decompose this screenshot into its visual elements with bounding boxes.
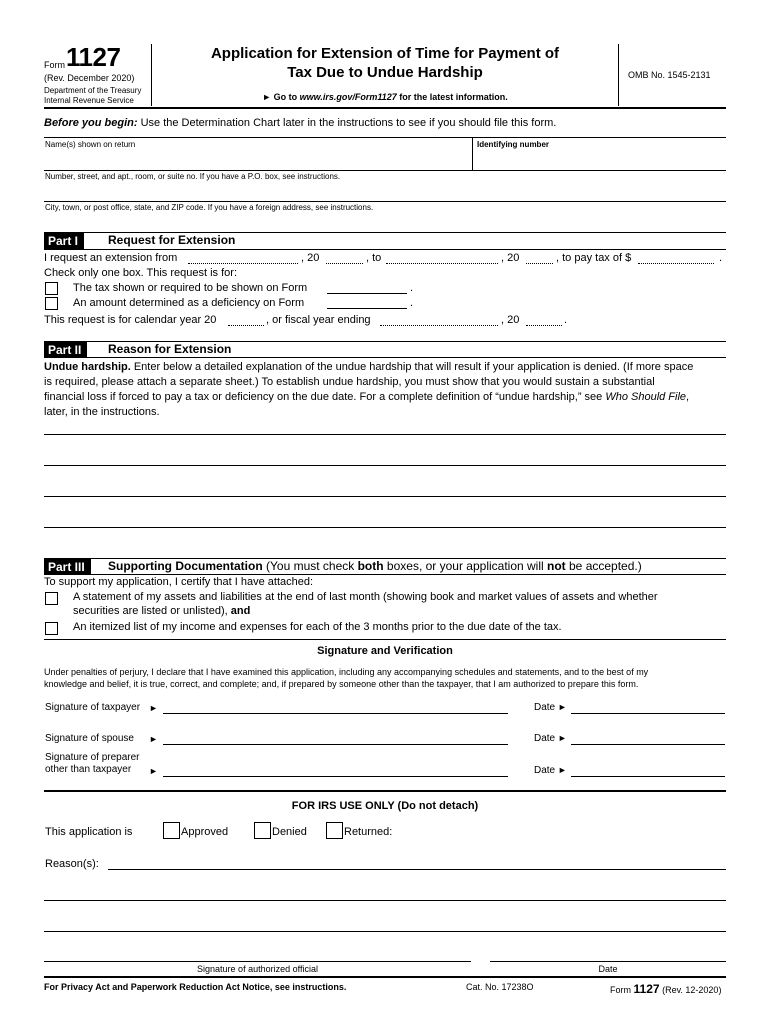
address-label: Number, street, and apt., room, or suite no. If you have a P.O. box, see instructions. [45,172,341,181]
catalog-number: Cat. No. 17238O [466,982,534,992]
irs-use-heading: FOR IRS USE ONLY (Do not detach) [291,800,479,812]
denied-label: Denied [272,826,307,838]
goto-prefix: ► Go to [262,92,300,102]
form-number: 1127 [66,42,121,72]
taxpayer-signature-field[interactable] [163,713,508,714]
signature-heading: Signature and Verification [317,645,453,657]
calendar-year-label: This request is for calendar year 20 [44,314,217,326]
part-3-title-both: both [357,559,384,573]
opt1-period: . [410,282,414,294]
assets-statement-checkbox[interactable] [45,592,58,605]
application-is-label: This application is [45,826,133,838]
title-line-2: Tax Due to Undue Hardship [287,64,483,81]
part-3-title [108,559,642,573]
tax-amount-field[interactable] [638,263,714,264]
city-input[interactable] [44,213,726,231]
assets-statement-line-1: A statement of my assets and liabilities at the end of last month (showing book and market values of assets and whether [73,591,658,603]
address-input[interactable] [44,182,726,200]
cal-period: . [564,314,568,326]
deficiency-label: An amount determined as a deficiency on Form [73,297,305,309]
support-intro: To support my application, I certify that I have attached: [44,576,314,588]
explanation-line-2[interactable] [44,465,726,466]
part-1-tag: Part I [44,233,84,249]
before-label: Before you begin: [44,117,138,129]
part-3-title-text: Supporting Documentation [108,559,263,573]
check-one-instruction: Check only one box. This request is for: [44,267,238,279]
footer-rev: (Rev. 12-2020) [662,985,722,995]
official-date-label: Date [598,964,618,974]
hardship-line-3: financial loss if forced to pay a tax or deficiency on the due date. For a complete definition of “undue hardship,” see [44,391,606,403]
before-text: Use the Determination Chart later in the instructions to see if you should file this form. [137,117,557,129]
reasons-label: Reason(s): [45,858,99,870]
part-3-title-not: not [547,559,566,573]
title-line-1: Application for Extension of Time for Payment of [210,45,560,62]
preparer-signature-label [45,752,140,776]
fiscal-year-field[interactable] [526,325,562,326]
tax-shown-label: The tax shown or required to be shown on Form [73,282,308,294]
extension-from-label: I request an extension from [44,252,178,264]
spouse-signature-label: Signature of spouse [45,733,134,744]
part-3-tag: Part III [44,559,91,575]
part-2-title: Reason for Extension [108,342,232,356]
reasons-line-1[interactable] [108,869,726,870]
date-text: Date [534,765,556,776]
irs-url-link[interactable]: www.irs.gov/Form1127 [299,92,397,102]
taxpayer-date-label [534,702,567,713]
perjury-line-1: Under penalties of perjury, I declare that I have examined this application, including any accompanying schedules and statements, and to the best of my [44,667,649,677]
pay-tax-label: , to pay tax of $ [556,252,632,264]
goto-instructions [152,92,618,102]
fiscal-year-prefix: , 20 [501,314,520,326]
line1-period: . [719,252,723,264]
year-prefix-2: , 20 [501,252,520,264]
perjury-statement [44,666,648,690]
footer-form-number: 1127 [633,982,660,996]
reasons-line-3[interactable] [44,931,726,932]
names-input[interactable] [44,150,472,170]
spouse-signature-field[interactable] [163,744,508,745]
approved-label: Approved [181,826,229,838]
fiscal-year-label: , or fiscal year ending [266,314,371,326]
to-label: , to [366,252,382,264]
spouse-date-field[interactable] [571,744,725,745]
preparer-signature-field[interactable] [163,776,508,777]
arrow-icon: ► [557,702,567,712]
part-3-title-a: (You must check [262,559,358,573]
arrow-icon: ► [557,733,567,743]
taxpayer-signature-label: Signature of taxpayer [45,702,141,713]
goto-suffix: for the latest information. [396,92,508,102]
spouse-date-label [534,733,567,744]
part-3-title-c: boxes, or your application will [383,559,548,573]
opt2-period: . [410,297,414,309]
returned-checkbox[interactable] [326,822,343,839]
form-title [152,44,618,82]
income-list-label: An itemized list of my income and expenses for each of the 3 months prior to the due date of the tax. [73,621,562,633]
assets-and: and [230,605,251,617]
city-label: City, town, or post office, state, and ZIP code. If you have a foreign address, see instructions. [45,203,374,212]
perjury-line-2: knowledge and belief, it is true, correct, and complete; and, if prepared by someone other than the taxpayer, that I am authorized to prepare this form. [44,679,639,689]
explanation-line-1[interactable] [44,434,726,435]
hardship-line-4: later, in the instructions. [44,406,160,418]
hardship-comma: , [686,391,690,403]
extension-from-field[interactable] [188,263,298,264]
preparer-date-field[interactable] [571,776,725,777]
date-text: Date [534,702,556,713]
assets-statement-line-2: securities are listed or unlisted), [73,605,231,617]
extension-to-field[interactable] [386,263,498,264]
explanation-line-3[interactable] [44,496,726,497]
explanation-line-4[interactable] [44,527,726,528]
approved-checkbox[interactable] [163,822,180,839]
hardship-line-1: Enter below a detailed explanation of the undue hardship that will result if your application is denied. (If more space [130,361,694,373]
taxpayer-date-field[interactable] [571,713,725,714]
income-list-checkbox[interactable] [45,622,58,635]
undue-hardship-text [44,360,734,420]
date-text: Date [534,733,556,744]
preparer-line-1: Signature of preparer [45,752,140,763]
official-signature-label: Signature of authorized official [197,964,318,974]
department-line: Department of the Treasury [44,86,142,95]
privacy-notice: For Privacy Act and Paperwork Reduction Act Notice, see instructions. [44,982,347,992]
from-year-field[interactable] [326,263,363,264]
footer-form-label: Form [610,985,631,995]
form-label: Form [44,60,65,70]
hardship-line-2: is required, please attach a separate sheet.) To establish undue hardship, you must show that you would sustain a substantial [44,376,655,388]
tax-shown-checkbox[interactable] [45,282,58,295]
tax-shown-form-field[interactable] [327,293,407,294]
undue-hardship-lead: Undue hardship. [44,361,131,373]
names-label: Name(s) shown on return [45,140,136,149]
part-3-title-e: be accepted.) [565,559,642,573]
reasons-line-2[interactable] [44,900,726,901]
assets-statement-line-2-wrap [73,605,250,617]
deficiency-form-field[interactable] [327,308,407,309]
preparer-line-2: other than taxpayer [45,764,132,775]
revision-date: (Rev. December 2020) [44,73,135,83]
part-2-tag: Part II [44,342,87,358]
year-prefix-1: , 20 [301,252,320,264]
arrow-icon: ► [149,766,158,776]
official-signature-field[interactable] [44,961,471,962]
identifying-number-label: Identifying number [477,140,549,149]
identifying-number-input[interactable] [474,150,726,170]
deficiency-checkbox[interactable] [45,297,58,310]
fiscal-year-ending-field[interactable] [380,325,498,326]
preparer-date-label [534,765,567,776]
calendar-year-field[interactable] [228,325,264,326]
denied-checkbox[interactable] [254,822,271,839]
arrow-icon: ► [149,703,158,713]
official-date-field[interactable] [490,961,726,962]
to-year-field[interactable] [526,263,553,264]
arrow-icon: ► [557,765,567,775]
footer-form-id [610,982,721,996]
who-should-file-ref: Who Should File [605,391,687,403]
omb-number: OMB No. 1545-2131 [628,70,711,80]
part-1-title: Request for Extension [108,233,236,247]
arrow-icon: ► [149,734,158,744]
before-you-begin [44,117,556,129]
returned-label: Returned: [344,826,393,838]
agency-line: Internal Revenue Service [44,96,134,105]
